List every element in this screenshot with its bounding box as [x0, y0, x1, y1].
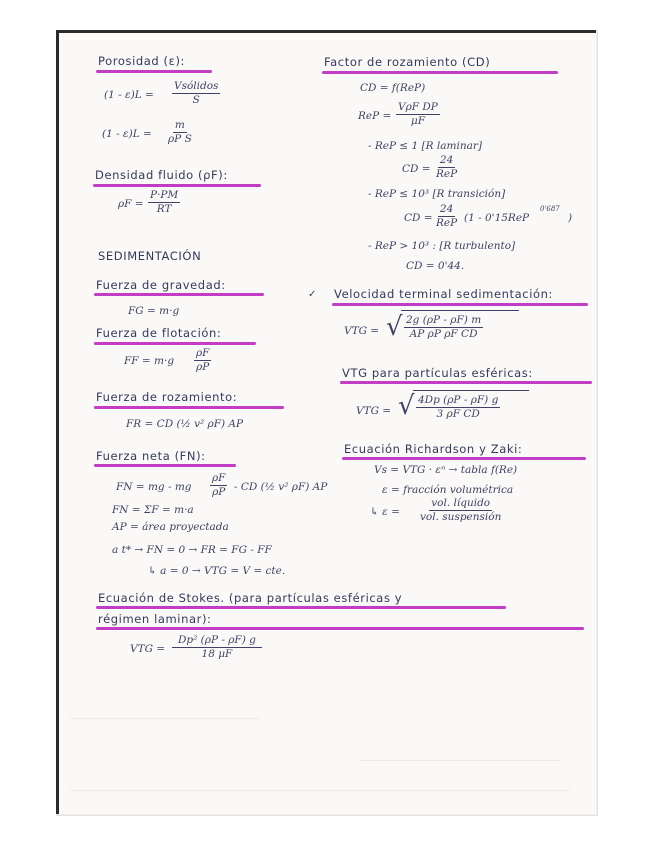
- fraction-denominator: vol. suspensión: [420, 511, 502, 523]
- fraction-numerator: 2g (ρP - ρF) m: [406, 314, 482, 326]
- richardson-eq1: Vs = VTG · εⁿ → tabla f(Re): [374, 464, 518, 476]
- heading-stokes-line2: régimen laminar):: [98, 612, 212, 626]
- heading-fuerza-flotacion: Fuerza de flotación:: [96, 326, 222, 340]
- terminal-fraction: [404, 314, 483, 341]
- fraction-numerator: m: [174, 119, 185, 131]
- fraction-denominator: ReP: [436, 168, 458, 180]
- ruled-line: [360, 760, 560, 761]
- heading-underline: [342, 457, 586, 460]
- neta-eq1-a: FN = mg - mg: [116, 481, 192, 493]
- check-mark: ✓: [308, 289, 317, 300]
- factor-eq2-lhs: ReP =: [358, 110, 392, 122]
- heading-underline: [96, 606, 506, 609]
- heading-underline: [96, 627, 584, 630]
- heading-underline: [96, 70, 212, 73]
- fraction-numerator: Dp² (ρP - ρF) g: [172, 634, 262, 648]
- sqrt-sign: √: [398, 391, 415, 421]
- factor-case3: - ReP > 10³ : [R turbulento]: [368, 240, 516, 252]
- flotacion-eq-lhs: FF = m·g: [124, 355, 175, 367]
- factor-case1: - ReP ≤ 1 [R laminar]: [368, 140, 482, 152]
- heading-richardson-zaki: Ecuación Richardson y Zaki:: [344, 442, 523, 456]
- porosidad-eq1-fraction: [172, 80, 220, 107]
- fraction-denominator: AP ρP ρF CD: [409, 328, 478, 340]
- fraction-numerator: P·PM: [150, 189, 179, 201]
- heading-underline: [340, 381, 592, 384]
- factor-case2: - ReP ≤ 10³ [R transición]: [368, 188, 506, 200]
- factor-case1-fraction: [434, 154, 459, 181]
- fraction-numerator: 24: [439, 154, 454, 166]
- densidad-eq-fraction: [148, 189, 180, 216]
- fraction-denominator: 3 ρF CD: [436, 408, 480, 420]
- richardson-eq3-lhs: ↳ ε =: [370, 506, 400, 518]
- fraction-denominator: 18 μF: [201, 648, 233, 660]
- heading-sedimentacion: SEDIMENTACIÓN: [98, 249, 202, 263]
- heading-vtg-esfericas: VTG para partículas esféricas:: [342, 366, 533, 380]
- ruled-line: [70, 718, 260, 719]
- fraction-denominator: ρP: [212, 486, 226, 498]
- fraction-denominator: μF: [410, 115, 425, 127]
- factor-case2-fraction: [434, 203, 459, 230]
- sqrt-bar: [401, 310, 519, 313]
- neta-eq1-b: - CD (½ v² ρF) AP: [234, 481, 328, 493]
- heading-underline: [94, 464, 236, 467]
- heading-porosidad: Porosidad (ε):: [98, 54, 186, 68]
- factor-case2-close: ): [568, 212, 573, 224]
- sqrt-bar: [413, 390, 529, 393]
- neta-eq3: AP = área proyectada: [112, 521, 229, 533]
- fraction-denominator: ρP S: [168, 133, 192, 145]
- heading-velocidad-terminal: Velocidad terminal sedimentación:: [334, 287, 553, 301]
- heading-fuerza-rozamiento: Fuerza de rozamiento:: [96, 390, 238, 404]
- factor-case1-lhs: CD =: [402, 163, 431, 175]
- factor-eq1: CD = f(ReP): [360, 82, 426, 94]
- terminal-eq-lhs: VTG =: [344, 325, 380, 337]
- neta-eq2: FN = ΣF = m·a: [112, 504, 194, 516]
- factor-case2-tail: (1 - 0'15ReP: [464, 212, 530, 224]
- heading-stokes-line1: Ecuación de Stokes. (para partículas esféricas y: [98, 591, 403, 605]
- heading-underline: [94, 293, 264, 296]
- flotacion-fraction: [194, 347, 211, 374]
- rozamiento-eq: FR = CD (½ v² ρF) AP: [126, 418, 244, 430]
- neta-eq1-fraction: [210, 472, 227, 499]
- factor-case2-exponent: 0'687: [540, 205, 560, 213]
- sqrt-sign: √: [386, 312, 403, 342]
- fraction-numerator: ρF: [196, 347, 210, 359]
- heading-underline: [332, 303, 588, 306]
- fraction-denominator: ReP: [436, 217, 458, 229]
- heading-underline: [94, 406, 284, 409]
- esfericas-eq-lhs: VTG =: [356, 405, 392, 417]
- richardson-eq2: ε = fracción volumétrica: [382, 484, 514, 496]
- fraction-denominator: RT: [156, 203, 172, 215]
- ruled-line: [70, 790, 570, 791]
- fraction-numerator: VρF DP: [398, 101, 438, 113]
- heading-underline: [94, 342, 256, 345]
- porosidad-eq2-fraction: [166, 119, 194, 146]
- fraction-numerator: ρF: [212, 472, 226, 484]
- neta-eq5: ↳ a = 0 → VTG = V = cte.: [148, 565, 286, 577]
- heading-fuerza-gravedad: Fuerza de gravedad:: [96, 278, 226, 292]
- factor-case3-eq: CD = 0'44.: [406, 260, 465, 272]
- esfericas-fraction: [416, 394, 500, 421]
- porosidad-eq2-lhs: (1 - ε)L =: [102, 128, 152, 140]
- fraction-denominator: S: [192, 94, 200, 106]
- factor-case2-lhs: CD =: [404, 212, 433, 224]
- fraction-numerator: 4Dp (ρP - ρF) g: [418, 394, 499, 406]
- densidad-eq-lhs: ρF =: [118, 198, 144, 210]
- fraction-numerator: vol. líquido: [431, 497, 491, 509]
- stokes-eq-lhs: VTG =: [130, 643, 166, 655]
- fraction-numerator: 24: [439, 203, 454, 215]
- heading-fuerza-neta: Fuerza neta (FN):: [96, 449, 206, 463]
- fraction-denominator: ρP: [196, 361, 210, 373]
- factor-eq2-fraction: [396, 101, 440, 128]
- heading-underline: [322, 71, 558, 74]
- porosidad-eq1-lhs: (1 - ε)L =: [104, 89, 154, 101]
- heading-underline: [93, 184, 261, 187]
- heading-factor-rozamiento: Factor de rozamiento (CD): [324, 55, 491, 69]
- gravedad-eq: FG = m·g: [128, 305, 180, 317]
- richardson-eq3-fraction: [418, 497, 503, 524]
- fraction-numerator: Vsólidos: [174, 80, 219, 92]
- heading-densidad: Densidad fluido (ρF):: [95, 168, 228, 182]
- neta-eq4: a t* → FN = 0 → FR = FG - FF: [112, 544, 272, 556]
- stokes-fraction: [172, 634, 262, 661]
